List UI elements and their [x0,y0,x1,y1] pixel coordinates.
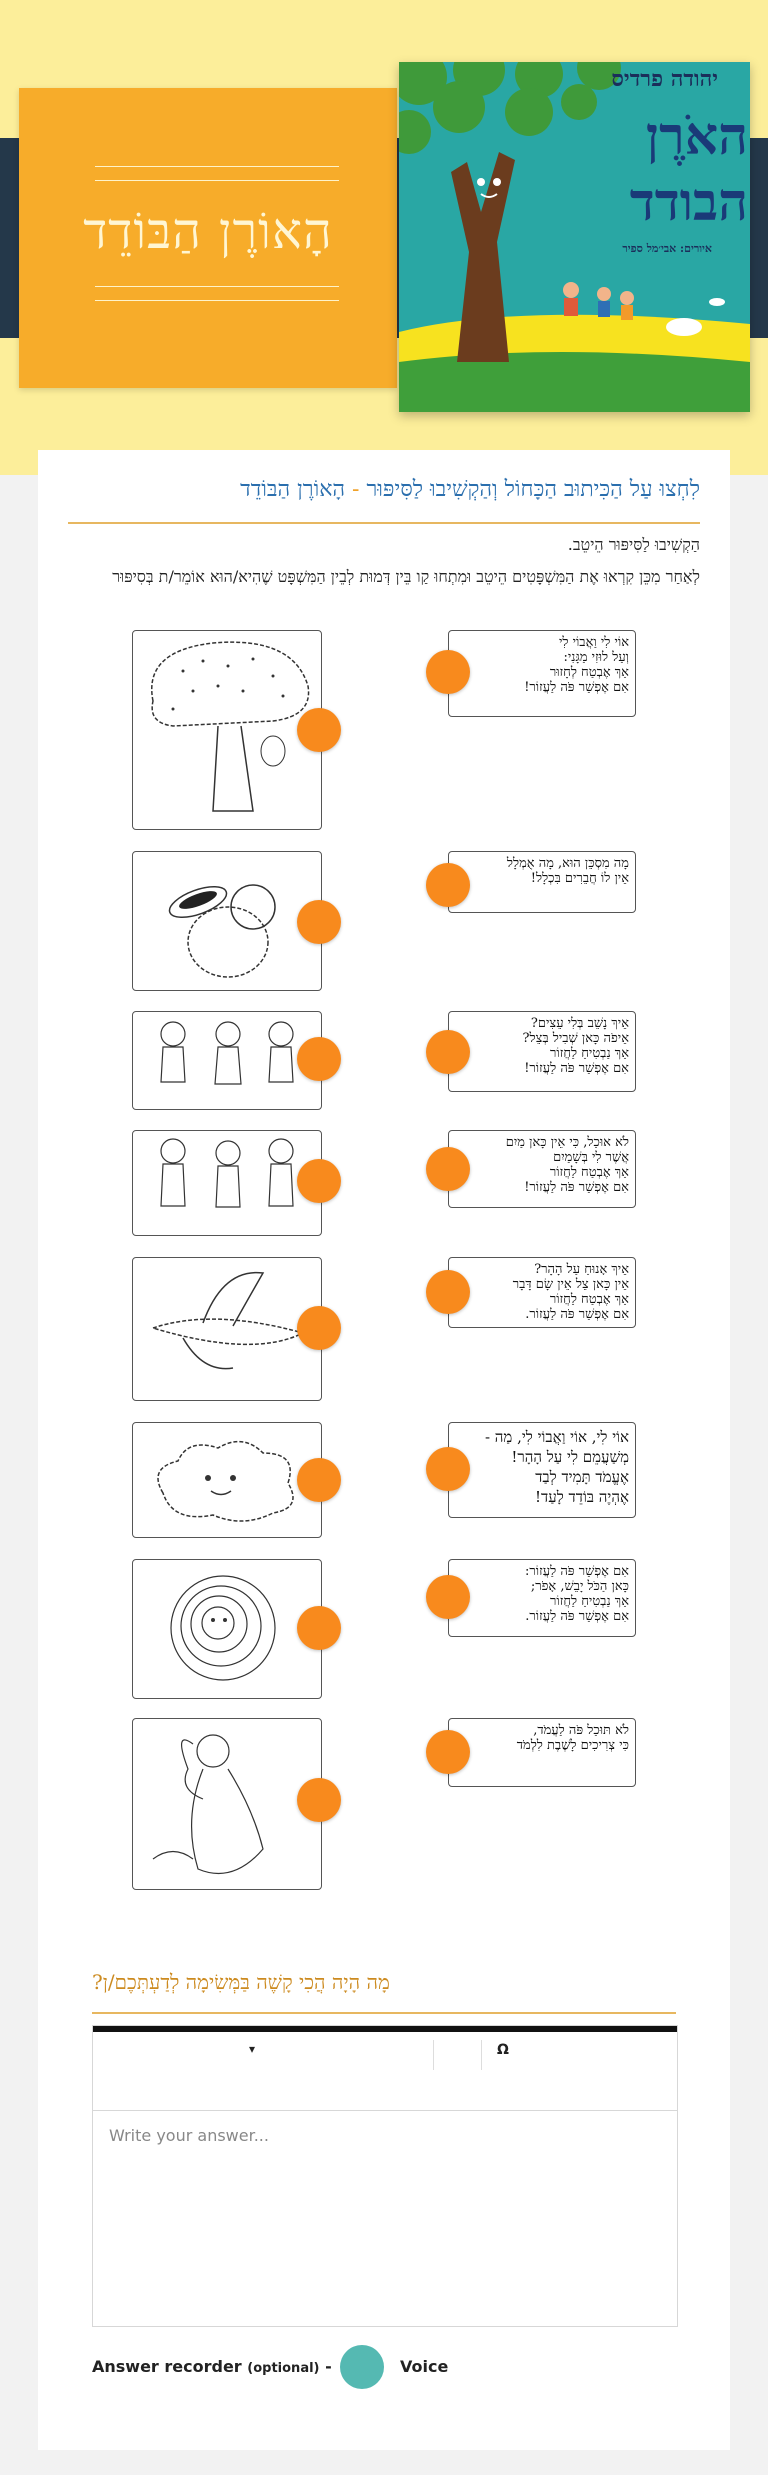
instruction-listen: הַקְשִׁיבוּ לַסִּיפּוּר הֵיטֵב. [567,535,700,554]
match-dot-quote[interactable] [426,1270,470,1314]
match-dot-picture[interactable] [297,1606,341,1650]
rabbit-drawing [133,852,321,990]
quote-card[interactable]: אֵיךְ נָשֵׁב בְּלִי עֵצִים? אֵיפֹה כָּאן שְׁבִיל בְּצֵל? אַךְ נַבְטִיחַ לַחֲזוֹר אִם אֶפְשַׁר פֹּה לַעֲזוֹר! [448,1011,636,1092]
hero-title: הָאוֹרֶן הַבּוֹדֵד [83,202,333,260]
voice-label: Voice [400,2357,449,2376]
bird-drawing [133,1258,321,1400]
quote-card[interactable]: אִם אֶפְשַׁר פֹּה לַעֲזוֹר: כָּאן הַכֹּל יָבֵשׁ, אָפֹר; אַךְ נַבְטִיחַ לַחֲזוֹר אִם אֶפְשַׁר פֹּה לַעֲזוֹר. [448,1559,636,1637]
cover-title-line2: הבודד [629,172,748,233]
title-line [95,180,339,181]
match-dot-picture[interactable] [297,900,341,944]
title-line [95,300,339,301]
match-dot-picture[interactable] [297,1778,341,1822]
picture-card-wind-fairy[interactable] [132,1718,322,1890]
cover-title-line1: האֹרֶן [645,106,748,167]
match-dot-picture[interactable] [297,1037,341,1081]
title-card [19,88,397,388]
picture-card-pine-tree[interactable] [132,630,322,830]
toolbar-separator [433,2040,434,2070]
picture-card-three-boys[interactable] [132,1130,322,1236]
question-2-rule [92,2012,676,2014]
editor-toolbar [93,2032,677,2111]
voice-record-button[interactable] [340,2345,384,2389]
recorder-label: Answer recorder [92,2357,242,2376]
cover-author: יהודה פרדיס [611,66,718,92]
heading-rule [68,522,700,524]
question-2-text: מָה הָיָה הֲכִי קָשֶׁה בַּמְּשִׂימָה לְדַעְתְּכֶם/ן? [92,1970,390,1994]
picture-card-three-girls[interactable] [132,1011,322,1110]
match-dot-quote[interactable] [426,1447,470,1491]
match-dot-quote[interactable] [426,1030,470,1074]
quote-card[interactable]: אוֹי לִי, אוֹי וַאֲבוֹי לִי, מַה - מְשַׁעֲמֵם לִי עַל הָהָר! אֶעֱמֹד תָּמִיד לְבַד אֶהְיֶה בּוֹדֵד לָעַד! [448,1422,636,1518]
answer-textarea[interactable]: Write your answer... [109,2126,269,2145]
match-dot-quote[interactable] [426,1730,470,1774]
picture-card-cloud[interactable] [132,1422,322,1538]
heading-story-link[interactable]: הָאוֹרֶן הַבּוֹדֵד [240,477,346,502]
wind-fairy-drawing [133,1719,321,1889]
title-line [95,166,339,167]
three-boys-drawing [133,1131,321,1235]
recorder-optional: (optional) [247,2361,320,2376]
quote-card[interactable]: אֵיךְ אָנוּחַ עַל הָהָר? אֵין כָּאן צֵל אֵין שָׂם דָּבָר אַךְ אֶבְטַח לַחֲזוֹר אִם אֶפְשַׁר פֹּה לַעֲזוֹר. [448,1257,636,1328]
recorder-dash: - [319,2357,332,2376]
heading-main: לִחְצוּ עַל הַכִּיתוּב הַכָּחוֹל וְהַקְשִׁיבוּ לַסִּיפּוּר [366,477,700,502]
toolbar-separator [481,2040,482,2070]
quote-card[interactable]: לֹא תּוּכַל פֹּה לַעֲמֹד, כִּי צְרִיכִים לָשֶׁבֶת לִלְמֹד [448,1718,636,1787]
answer-recorder-label [92,2357,332,2376]
match-dot-picture[interactable] [297,1306,341,1350]
match-dot-quote[interactable] [426,1147,470,1191]
special-characters-button[interactable]: Ω [497,2042,509,2058]
cloud-drawing [133,1423,321,1537]
picture-card-rabbit[interactable] [132,851,322,991]
picture-card-snail[interactable] [132,1559,322,1699]
format-dropdown-icon[interactable]: ▾ [249,2042,256,2056]
match-dot-picture[interactable] [297,708,341,752]
cover-illustrator: איורים: אבי׳מל ספיר [622,242,712,255]
three-girls-drawing [133,1012,321,1109]
instruction-match: לְאַחַר מִכֵּן קִרְאוּ אֶת הַמִּשְׁפָּטִים הֵיטֵב וּמִתְחוּ קַו בֵּין דְּמוּת לְבֵין הַמִּשְׁפָּט שֶׁהִיא/הוּא אוֹמֵר/ת בְּסִיפּוּר [112,567,700,586]
book-cover [399,62,750,412]
answer-editor [92,2025,678,2327]
match-dot-quote[interactable] [426,863,470,907]
match-dot-quote[interactable] [426,650,470,694]
quote-card[interactable]: אוֹי לִי וַאֲבוֹי לִי וְעַל לוּזִי מַגָּנִי: אַךְ אֶבְטַח לְחָזוּר אִם אֶפְשַׁר פֹּה לַעֲזוֹר! [448,630,636,717]
picture-card-bird[interactable] [132,1257,322,1401]
heading-separator: - [345,477,367,502]
quote-card[interactable]: מָה מִסְכֵּן הוּא, מָה אֻמְלָל אֵין לוֹ חֲבֵרִים בִּכְלָל! [448,851,636,913]
activity-heading[interactable] [68,476,700,502]
quote-card[interactable]: לֹא אוּכַל, כִּי אֵין כָּאן מַיִם אֲשֶׁר לִי בְּשָׁמַיִם אַךְ אֶבְטַח לַחֲזוֹר אִם אֶפְשַׁר פֹּה לַעֲזוֹר! [448,1130,636,1208]
match-dot-picture[interactable] [297,1159,341,1203]
title-line [95,286,339,287]
snail-drawing [133,1560,321,1698]
match-dot-picture[interactable] [297,1458,341,1502]
pine-tree-drawing [133,631,321,829]
match-dot-quote[interactable] [426,1575,470,1619]
